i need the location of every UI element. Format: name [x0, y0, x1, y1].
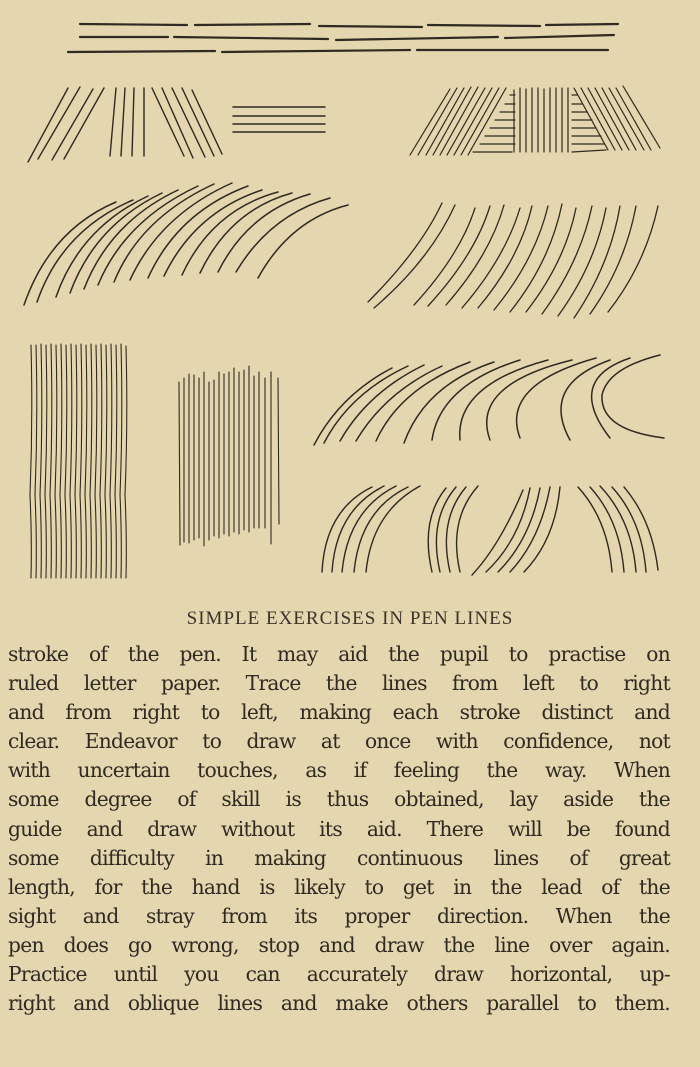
wavy-vertical-block-wide — [30, 344, 127, 578]
trapezoid-hatching — [410, 86, 660, 155]
text-line: some difficulty in making continuous lines of great — [8, 845, 670, 870]
arcs-row-lower — [322, 486, 658, 575]
curved-strokes-left — [24, 183, 348, 305]
body-paragraph — [8, 640, 670, 1018]
text-line: sight and stray from its proper direction. When the — [8, 903, 670, 928]
text-line: right and oblique lines and make others parallel to them. — [8, 991, 670, 1016]
text-line: stroke of the pen. It may aid the pupil to practise on — [8, 642, 670, 666]
text-line: with uncertain touches, as if feeling the way. When — [8, 758, 670, 783]
text-line: clear. Endeavor to draw at once with confidence, not — [8, 729, 670, 754]
text-line: length, for the hand is likely to get in the lead of the — [8, 874, 670, 899]
oblique-vertical-oblique-strokes — [28, 87, 222, 162]
vertical-block-narrow — [179, 366, 279, 546]
text-line: ruled letter paper. Trace the lines from left to right — [8, 671, 670, 696]
horizontal-dashed-rows — [68, 24, 618, 52]
figure-caption: SIMPLE EXERCISES IN PEN LINES — [186, 608, 514, 629]
text-line: Practice until you can accurately draw horizontal, up- — [8, 962, 670, 987]
arcs-row-upper — [314, 355, 664, 445]
text-line: some degree of skill is thus obtained, lay aside the — [8, 787, 670, 812]
curved-strokes-right — [368, 203, 658, 318]
text-line: guide and draw without its aid. There will be found — [8, 816, 670, 841]
text-line: and from right to left, making each stroke distinct and — [8, 700, 670, 725]
text-line: pen does go wrong, stop and draw the line over again. — [8, 932, 670, 957]
short-horizontal-strokes — [233, 107, 325, 132]
